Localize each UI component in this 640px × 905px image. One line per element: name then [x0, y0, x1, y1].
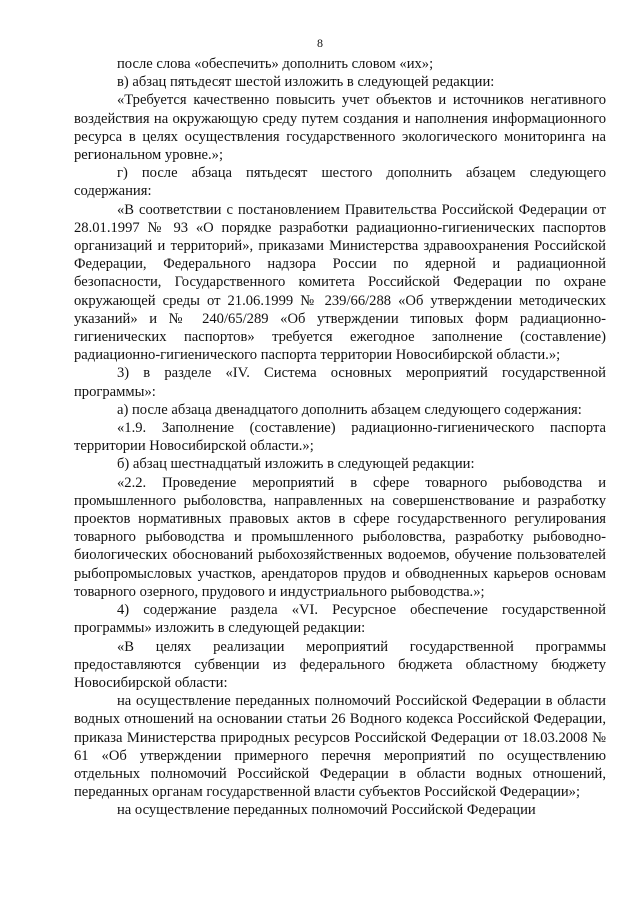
page-number: 8	[317, 36, 323, 50]
paragraph: «1.9. Заполнение (составление) радиационно-гигиенического паспорта территории Новосибирской области.»;	[74, 420, 606, 455]
paragraph: на осуществление переданных полномочий Российской Федерации	[117, 802, 536, 819]
paragraph: на осуществление переданных полномочий Российской Федерации в области водных отношений на основании статьи 26 Водного кодекса Российской Федерации, приказа Министерства природных ресурсов Российской Федерации от 18.03.2008 № 61 «Об утверждении примерного перечня мероприятий по осуществлению отдельных полномочий Российской Федерации в области водных отношений, переданных органам государственной власти субъектов Российской Федерации»;	[74, 693, 606, 801]
paragraph: а) после абзаца двенадцатого дополнить абзацем следующего содержания:	[117, 401, 582, 418]
document-body	[74, 55, 606, 820]
paragraph: «Требуется качественно повысить учет объектов и источников негативного воздействия на окружающую среду путем создания и наполнения информационного ресурса в целях осуществления государственного экологического мониторинга на региональном уровне.»;	[74, 92, 606, 164]
paragraph: «В соответствии с постановлением Правительства Российской Федерации от 28.01.1997 № 93 «О порядке разработки радиационно-гигиенических паспортов организаций и территорий», приказами Министерства здравоохранения Российской Федерации, Федерального надзора России по ядерной и радиационной безопасности, Государственного комитета Российской Федерации по охране окружающей среды от 21.06.1999 № 239/66/288 «Об утверждении методических указаний» и № 240/65/289 «Об утверждении типовых форм радиационно-гигиенических паспортов» требуется ежегодное заполнение (составление) радиационно-гигиенического паспорта территории Новосибирской области.»;	[74, 201, 606, 364]
paragraph: в) абзац пятьдесят шестой изложить в следующей редакции:	[117, 74, 495, 91]
paragraph: 3) в разделе «IV. Система основных мероприятий государственной программы»:	[74, 365, 606, 400]
paragraph: «В целях реализации мероприятий государственной программы предоставляются субвенции из федерального бюджета областному бюджету Новосибирской области:	[74, 638, 606, 691]
paragraph: «2.2. Проведение мероприятий в сфере товарного рыбоводства и промышленного рыболовства, направленных на совершенствование и разработку проектов нормативных правовых актов в сфере государственного регулирования товарного рыбоводства и промышленного рыболовства, разработку рыбоводно-биологических обоснований рыбохозяйственных водоемов, обучение пользователей рыбопромысловых участков, арендаторов прудов и обводненных карьеров основам товарного озерного, прудового и индустриального рыбоводства.»;	[74, 474, 606, 600]
paragraph: 4) содержание раздела «VI. Ресурсное обеспечение государственной программы» изложить в следующей редакции:	[74, 602, 606, 637]
paragraph: после слова «обеспечить» дополнить словом «их»;	[117, 56, 434, 72]
paragraph: б) абзац шестнадцатый изложить в следующей редакции:	[117, 456, 475, 473]
paragraph: г) после абзаца пятьдесят шестого дополнить абзацем следующего содержания:	[74, 165, 606, 200]
